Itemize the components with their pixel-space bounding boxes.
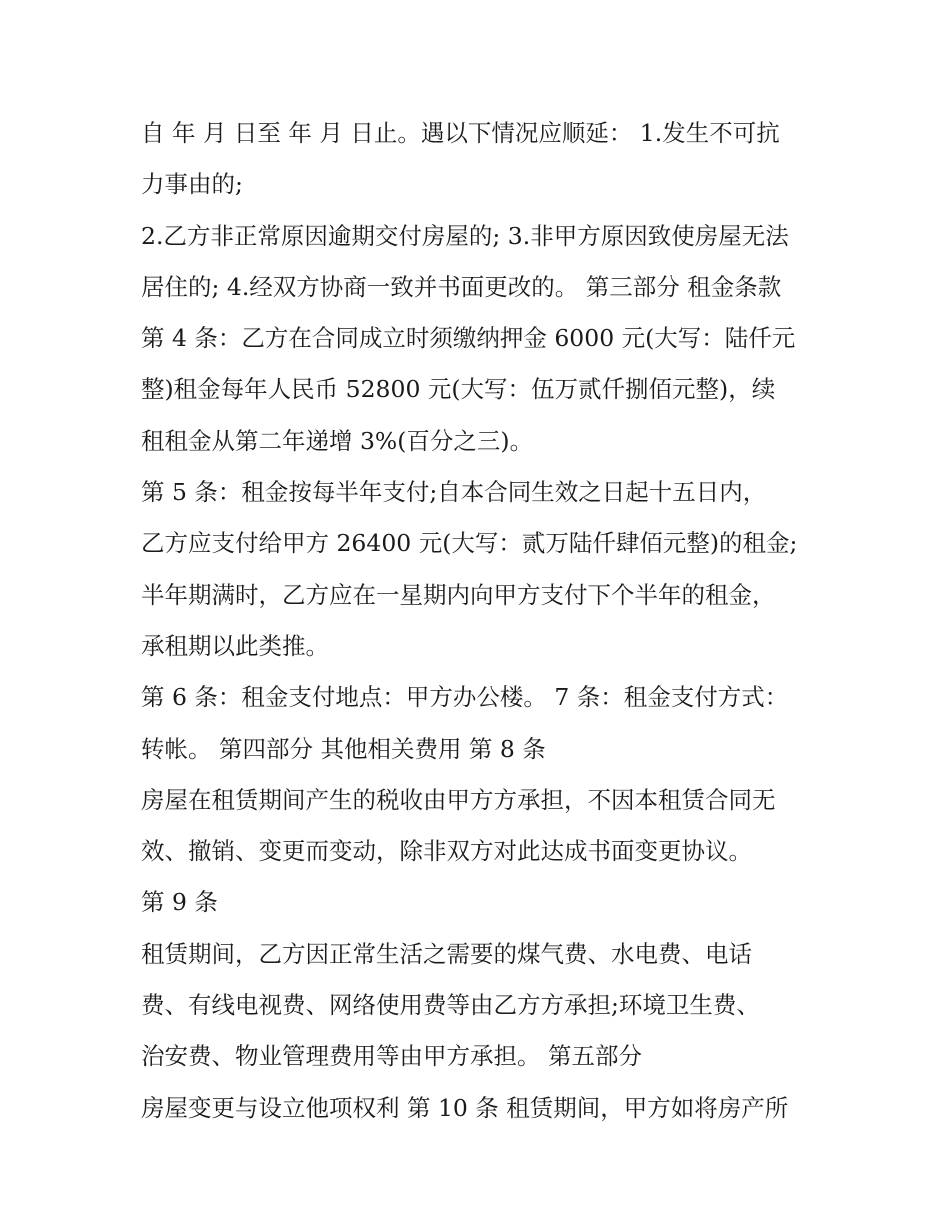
text-line: 租赁期间，乙方因正常生活之需要的煤气费、水电费、电话: [141, 939, 752, 968]
text-line: 第 5 条：租金按每半年支付;自本合同生效之日起十五日内，: [141, 478, 767, 507]
text-line: 转帐。 第四部分 其他相关费用 第 8 条: [141, 734, 546, 763]
text-line: 自 年 月 日至 年 月 日止。遇以下情况应顺延： 1.发生不可抗: [141, 119, 780, 147]
text-line: 第 6 条：租金支付地点：甲方办公楼。 7 条：租金支付方式：: [141, 683, 789, 712]
text-line: 房屋在租赁期间产生的税收由甲方方承担，不因本租赁合同无: [141, 785, 776, 814]
text-line: 治安费、物业管理费用等由甲方承担。 第五部分: [141, 1042, 642, 1071]
text-line: 力事由的;: [141, 170, 243, 199]
text-line: 效、撤销、变更而变动，除非双方对此达成书面变更协议。: [141, 837, 752, 866]
document-body: [141, 108, 841, 1134]
text-line: 租租金从第二年递增 3%(百分之三)。: [141, 426, 534, 455]
text-line: 房屋变更与设立他项权利 第 10 条 租赁期间，甲方如将房产所: [141, 1093, 789, 1122]
text-line: 2.乙方非正常原因逾期交付房屋的; 3.非甲方原因致使房屋无法: [141, 221, 789, 250]
text-line: 第 9 条: [141, 888, 218, 917]
text-line: 整)租金每年人民币 52800 元(大写：伍万贰仟捌佰元整)，续: [141, 375, 776, 404]
text-line: 费、有线电视费、网络使用费等由乙方方承担;环境卫生费、: [141, 991, 760, 1020]
text-line: 居住的; 4.经双方协商一致并书面更改的。 第三部分 租金条款: [141, 272, 782, 301]
text-line: 承租期以此类推。: [141, 631, 329, 660]
text-line: 第 4 条：乙方在合同成立时须缴纳押金 6000 元(大写：陆仟元: [141, 324, 796, 353]
text-line: 半年期满时，乙方应在一星期内向甲方支付下个半年的租金，: [141, 580, 776, 609]
text-line: 乙方应支付给甲方 26400 元(大写：贰万陆仟肆佰元整)的租金;: [141, 529, 798, 558]
